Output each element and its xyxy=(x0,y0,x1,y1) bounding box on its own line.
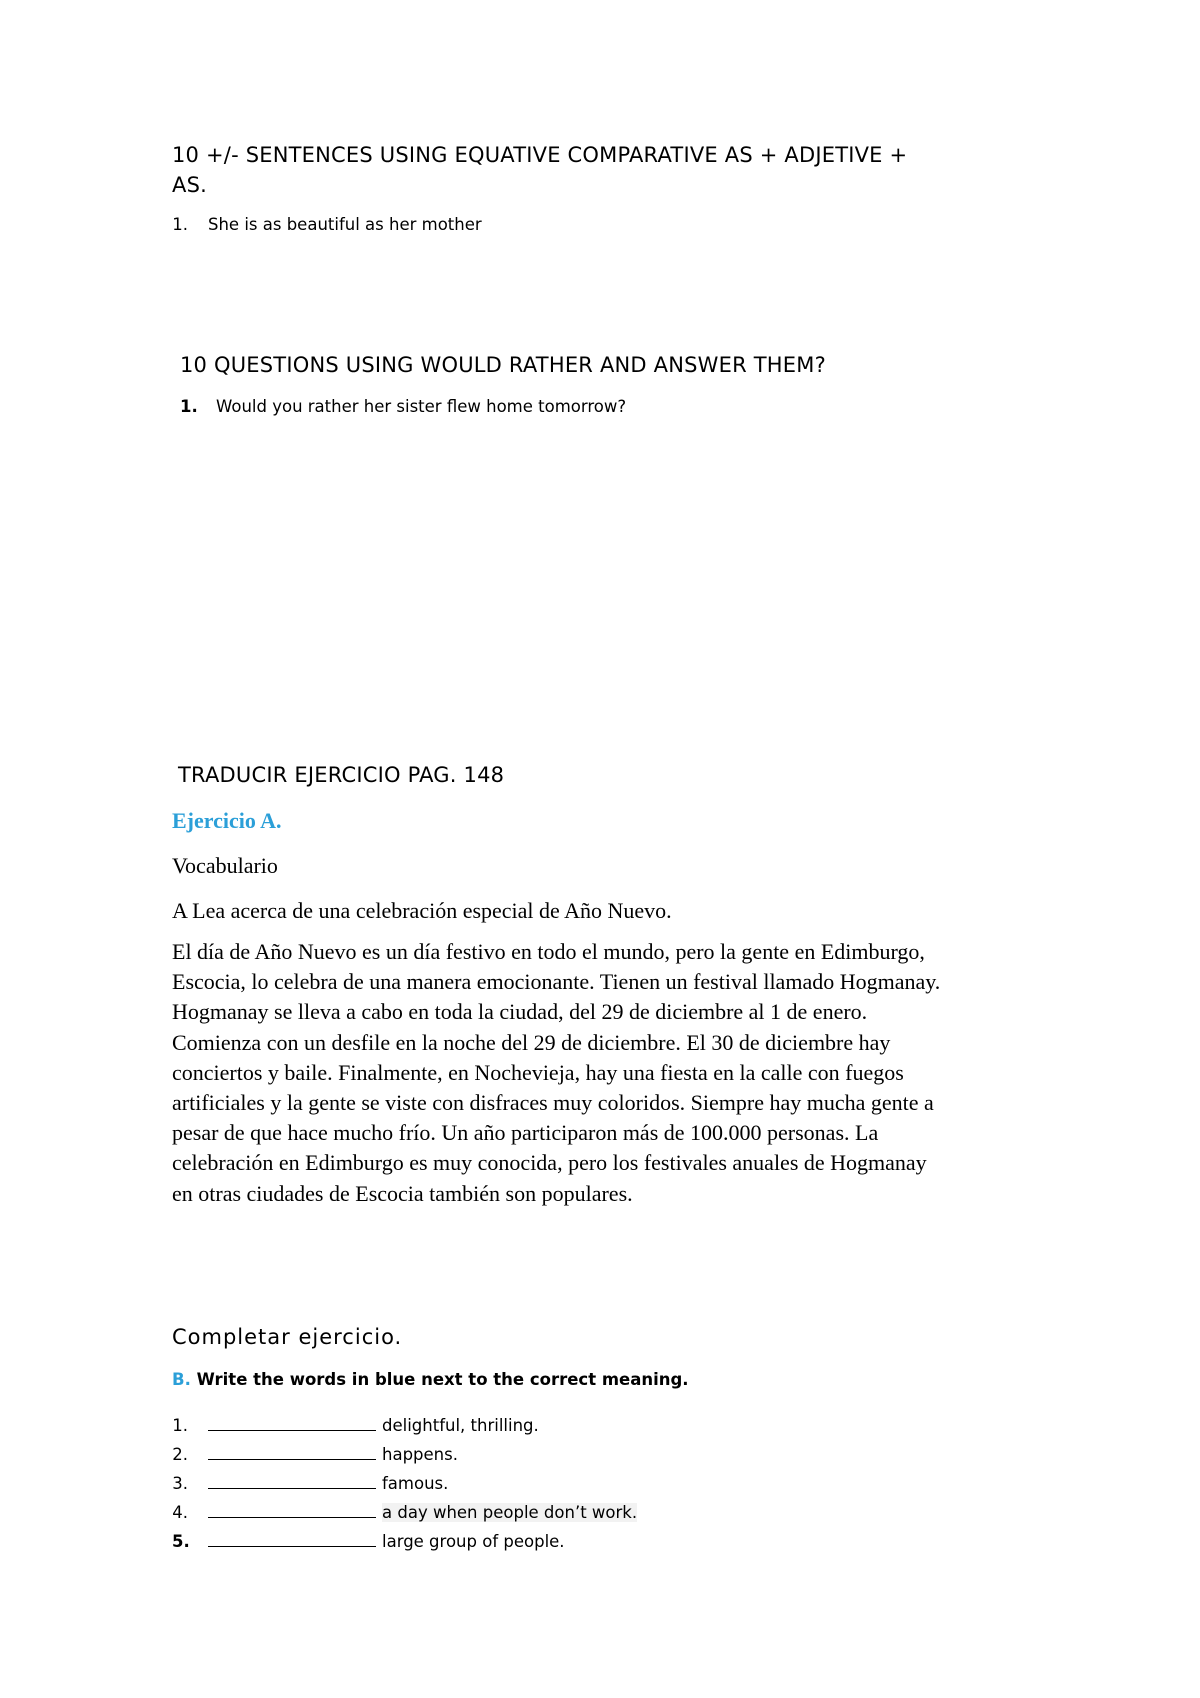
paragraph-line: artificiales y la gente se viste con disfraces muy coloridos. Siempre hay mucha gente a xyxy=(172,1090,934,1116)
exercise-b-instruction xyxy=(172,1370,689,1389)
list-number: 5. xyxy=(172,1532,190,1551)
list-number: 3. xyxy=(172,1474,188,1493)
exercise-b-label: B. xyxy=(172,1370,191,1389)
exercise-intro: A Lea acerca de una celebración especial de Año Nuevo. xyxy=(172,898,672,923)
paragraph-line: Escocia, lo celebra de una manera emocionante. Tienen un festival llamado Hogmanay. xyxy=(172,969,941,995)
equative-sentence-list xyxy=(172,215,482,244)
answer-blank[interactable] xyxy=(208,1414,376,1431)
list-text: large group of people. xyxy=(382,1532,565,1551)
answer-blank[interactable] xyxy=(208,1443,376,1460)
answer-blank[interactable] xyxy=(208,1472,376,1489)
list-item xyxy=(172,1443,637,1472)
translation-paragraph xyxy=(172,937,1052,1209)
paragraph-line: pesar de que hace mucho frío. Un año participaron más de 100.000 personas. La xyxy=(172,1120,879,1146)
paragraph-line: en otras ciudades de Escocia también son populares. xyxy=(172,1180,633,1206)
exercise-a-label: Ejercicio A. xyxy=(172,808,282,833)
heading-line: 10 +/- SENTENCES USING EQUATIVE COMPARATIVE AS + ADJETIVE + xyxy=(172,143,908,167)
paragraph-line: celebración en Edimburgo es muy conocida, pero los festivales anuales de Hogmanay xyxy=(172,1150,927,1176)
paragraph-line: conciertos y baile. Finalmente, en Nochevieja, hay una fiesta en la calle con fuegos xyxy=(172,1059,904,1085)
list-text: Would you rather her sister flew home tomorrow? xyxy=(216,397,627,416)
list-number: 1. xyxy=(180,397,198,416)
paragraph-line: El día de Año Nuevo es un día festivo en todo el mundo, pero la gente en Edimburgo, xyxy=(172,939,925,964)
vocabulary-label: Vocabulario xyxy=(172,853,278,878)
list-text: happens. xyxy=(382,1445,458,1464)
heading-line: AS. xyxy=(172,173,207,197)
section-heading-would-rather: 10 QUESTIONS USING WOULD RATHER AND ANSWER THEM? xyxy=(180,353,826,377)
instruction-text: Write the words in blue next to the correct meaning. xyxy=(196,1370,689,1389)
answer-blank[interactable] xyxy=(208,1530,376,1547)
list-item xyxy=(172,215,482,244)
answer-blank[interactable] xyxy=(208,1501,376,1518)
section-heading-translate: TRADUCIR EJERCICIO PAG. 148 xyxy=(178,763,505,787)
list-number: 4. xyxy=(172,1503,188,1522)
section-heading-equative xyxy=(172,140,907,200)
list-number: 2. xyxy=(172,1445,188,1464)
list-text: She is as beautiful as her mother xyxy=(208,215,482,234)
list-text: famous. xyxy=(382,1474,449,1493)
paragraph-line: Comienza con un desfile en la noche del 29 de diciembre. El 30 de diciembre hay xyxy=(172,1029,891,1055)
list-number: 1. xyxy=(172,215,188,234)
list-text: a day when people don’t work. xyxy=(382,1503,638,1522)
list-item xyxy=(172,1501,637,1530)
list-item xyxy=(172,1530,637,1559)
paragraph-line: Hogmanay se lleva a cabo en toda la ciudad, del 29 de diciembre al 1 de enero. xyxy=(172,999,868,1025)
list-item xyxy=(172,1414,637,1443)
section-heading-complete: Completar ejercicio. xyxy=(172,1325,403,1349)
list-item xyxy=(180,397,626,426)
list-text: delightful, thrilling. xyxy=(382,1416,539,1435)
list-item xyxy=(172,1472,637,1501)
vocabulary-matching-list xyxy=(172,1414,637,1559)
list-number: 1. xyxy=(172,1416,188,1435)
would-rather-question-list xyxy=(180,397,626,426)
